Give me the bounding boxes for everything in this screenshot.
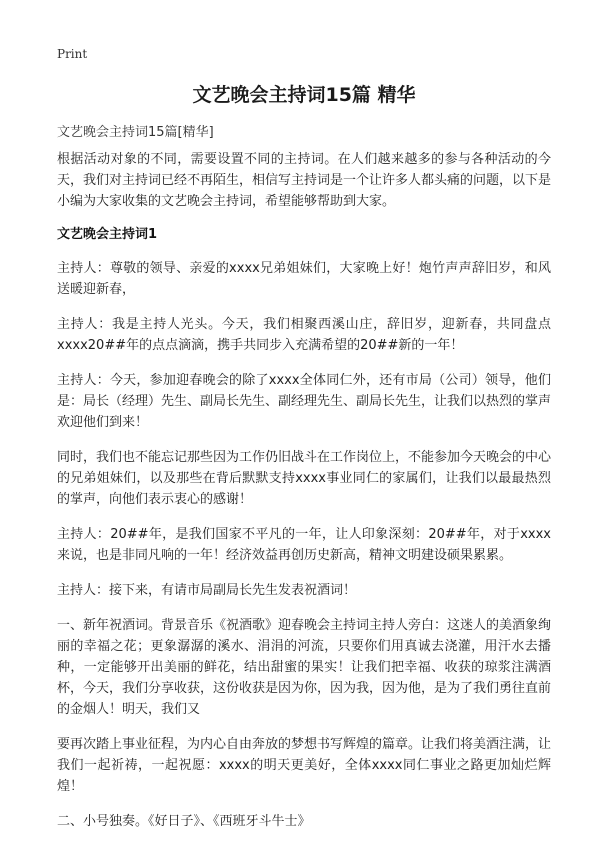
body-paragraph: 一、新年祝酒词。背景音乐《祝酒歌》迎春晚会主持词主持人旁白：这迷人的美酒象绚丽的幸福之花；更象潺潺的溪水、涓涓的河流，只要你们用真诚去浇灌，用汗水去播种，一定能够开出美丽的鲜花，结出甜蜜的果实！让我们把幸福、收获的琼浆注满酒杯，今天，我们分享收获，这份收获是因为你，因为我，因为他，是为了我们勇往直前的金烟人！明天，我们又 bbox=[57, 618, 552, 717]
body-paragraph: 要再次踏上事业征程，为内心自由奔放的梦想书写辉煌的篇章。让我们将美酒注满，让我们一起祈祷，一起祝愿：xxxx的明天更美好，全体xxxx同仁事业之路更加灿烂辉煌！ bbox=[57, 737, 552, 794]
page-title: 文艺晚会主持词15篇 精华 bbox=[192, 84, 416, 106]
section-heading: 文艺晚会主持词1 bbox=[57, 227, 158, 242]
body-paragraph: 主持人：20##年，是我们国家不平凡的一年，让人印象深刻：20##年，对于xxxx来说，也是非同凡响的一年！经济效益再创历史新高，精神文明建设硕果累累。 bbox=[57, 527, 551, 563]
print-link[interactable]: Print bbox=[57, 47, 88, 61]
body-paragraph: 二、小号独奏。《好日子》、《西班牙斗牛士》 bbox=[57, 814, 311, 829]
body-paragraph: 主持人：接下来，有请市局副局长先生发表祝酒词！ bbox=[57, 583, 357, 598]
body-paragraph: 主持人：我是主持人光头。今天，我们相聚西溪山庄，辞旧岁，迎新春，共同盘点xxxx20##年的点点滴滴，携手共同步入充满希望的20##新的一年！ bbox=[57, 317, 551, 353]
intro-paragraph: 根据活动对象的不同，需要设置不同的主持词。在人们越来越多的参与各种活动的今天，我们对主持词已经不再陌生，相信写主持词是一个让许多人都头痛的问题，以下是小编为大家收集的文艺晚会主持词，希望能够帮助到大家。 bbox=[57, 152, 552, 209]
body-paragraph: 主持人：今天，参加迎春晚会的除了xxxx全体同仁外，还有市局（公司）领导，他们是：局长（经理）先生、副局长先生、副经理先生、副局长先生，让我们以热烈的掌声欢迎他们到来！ bbox=[57, 373, 552, 430]
body-paragraph: 同时，我们也不能忘记那些因为工作仍旧战斗在工作岗位上，不能参加今天晚会的中心的兄弟姐妹们，以及那些在背后默默支持xxxx事业同仁的家属们，让我们以最最热烈的掌声，向他们表示衷心的感谢！ bbox=[57, 450, 552, 507]
document-subtitle: 文艺晚会主持词15篇[精华] bbox=[57, 125, 214, 140]
article-body bbox=[57, 149, 551, 846]
body-paragraph: 主持人：尊敬的领导、亲爱的xxxx兄弟姐妹们，大家晚上好！炮竹声声辞旧岁，和风送暖迎新春， bbox=[57, 261, 551, 297]
